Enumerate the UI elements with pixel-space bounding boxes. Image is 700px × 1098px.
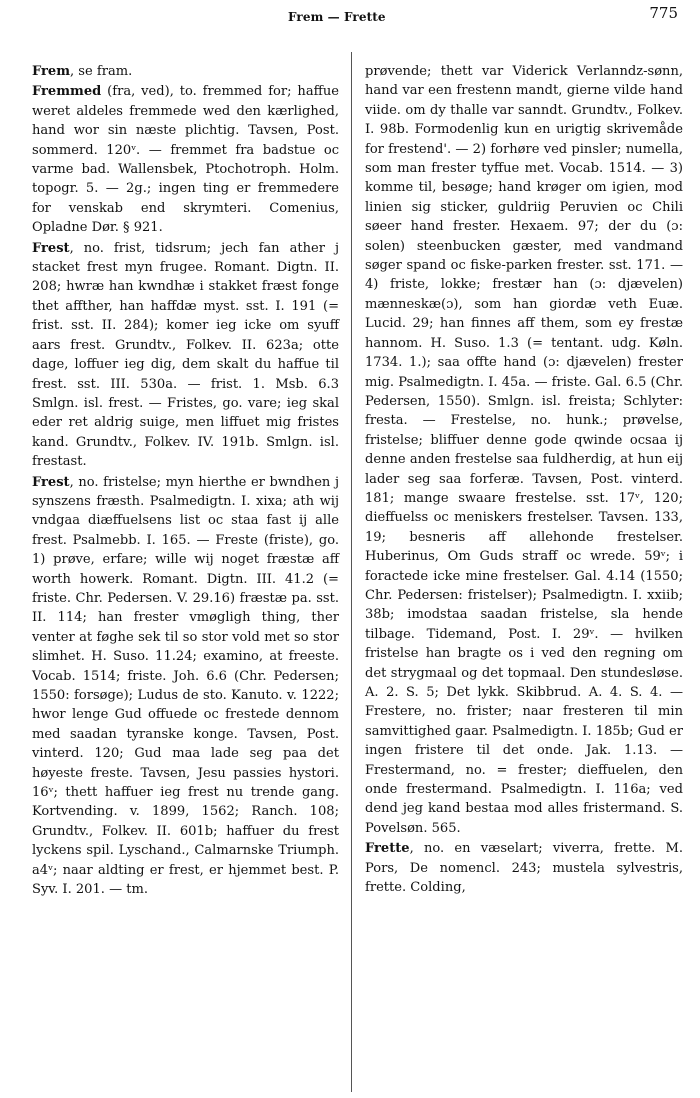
column-divider	[351, 52, 352, 1092]
entry-frem: Frem, se fram.	[32, 64, 133, 79]
right-column	[365, 62, 683, 897]
left-column	[32, 62, 339, 899]
page-number: 775	[649, 4, 678, 22]
headword: Frem	[32, 64, 71, 79]
entry-frest-fristelse: Frest, no. fristelse; myn hierthe er bwndhen j synszens fræsth. Psalmedigtn. I. xixa; ath wij vndgaa diæffuelsens list oc staa fast ij alle frest. Psalmebb. I. 165. — Freste (friste), go. 1) prøve, erfare; wille wij noget fræstæ aff worth howerk. Romant. Digtn. III. 41.2 (= friste. Chr. Pedersen. V. 29.16) fræstæ pa. sst. II. 114; han frester vmøgligh thing, ther venter at føghe sek til so stor vold met so stor slimhet. H. Suso. 11.24; examino, at freeste. Vocab. 1514; friste. Joh. 6.6 (Chr. Pedersen; 1550: forsøge); Ludus de sto. Kanuto. v. 1222; hwor lenge Gud offuede oc frestede dennom med saadan tyranske konge. Tavsen, Post. vinterd. 120; Gud maa lade seg paa det høyeste freste. Tavsen, Jesu passies hystori. 16ᵛ; thett haffuer ieg frest nu trende gang. Kortvending. v. 1899, 1562; Ranch. 108; Grundtv., Folkev. II. 601b; haffuer du frest lyckens spil. Lyschand., Calmarnske Triumph. a4ᵛ; naar aldting er frest, er hjemmet best. P. Syv. I. 201. — tm.	[32, 474, 339, 898]
headword: Frette	[365, 841, 410, 857]
entry-frest-tidsrum: Frest, no. frist, tidsrum; jech fan ather j stacket frest myn frugee. Romant. Digtn. II. 208; hwræ han kwndhæ i stakket fræst fonge thet affther, han haffdæ myst. sst. I. 191 (= frist. sst. II. 284); komer ieg icke om syuff aars frest. Grundtv., Folkev. II. 623a; otte dage, loffuer ieg dig, dem skalt du haffue til frest. sst. III. 530a. — frist. 1. Msb. 6.3 Smlgn. isl. frest. — Fristes, go. vare; ieg skal eder ret aldrig suige, men liffuet mig fristes kand. Grundtv., Folkev. IV. 191b. Smlgn. isl. frestast.	[32, 240, 339, 470]
page-header	[0, 0, 700, 36]
entry-freste-continued: prøvende; thett var Viderick Verlanndz-sønn, hand var een frestenn mandt, gierne vilde hand viide. om dy thalle var sanndt. Grundtv., Folkev. I. 98b. Formodenlig kun en urigtig skrivemåde for frestend'. — 2) forhøre ved pinsler; numella, som man frester tyffue met. Vocab. 1514. — 3) komme til, besøge; hand krøger om igien, mod linien sig sticker, guldriig Peruvien oc Chili søeer hand frester. Hexaem. 97; der du (ɔ: solen) steenbucken gæster, med vandmand søger spand oc fiske-parken frester. sst. 171. — 4) friste, lokke; frestær han (ɔ: djævelen) mænneskæ(ɔ), som han giordæ veth Euæ. Lucid. 29; han finnes aff them, som ey frestæ hannom. H. Suso. 1.3 (= tentant. udg. Køln. 1734. 1.); saa offte hand (ɔ: djævelen) frester mig. Psalmedigtn. I. 45a. — friste. Gal. 6.5 (Chr. Pedersen, 1550). Smlgn. isl. freista; Schlyter: fresta. — Frestelse, no. hunk.; prøvelse, fristelse; bliffuer denne gode qwinde ocsaa ij denne anden frestelse saa fuldherdig, at hun eij lader seg saa forferæ. Tavsen, Post. vinterd. 181; mange swaare frestelse. sst. 17ᵛ, 120; dieffuelss oc meniskers frestelser. Tavsen. 133, 19; besneris aff allehonde frestelser. Huberinus, Om Guds straff oc wrede. 59ᵛ; i foractede icke mine frestelser. Gal. 4.14 (1550; Chr. Pedersen: fristelser); Psalmedigtn. I. xxiib; 38b; imodstaa saadan fristelse, sla hende tilbage. Tidemand, Post. I. 29ᵛ. — hvilken fristelse han bragte os i ved den regning om det strygmaal og det topmaal. Den stundesløse. A. 2. S. 5; Det lykk. Skibbrud. A. 4. S. 4. — Frestere, no. frister; naar fresteren til min samvittighed gaar. Psalmedigtn. I. 185b; Gud er ingen fristere til det onde. Jak. 1.13. — Frestermand, no. = frester; dieffuelen, den onde frestermand. Psalmedigtn. I. 116a; ved dend jeg kand bestaa mod alles fristermand. S. Povelsøn. 565.	[365, 64, 683, 836]
headword: Frest	[32, 240, 70, 256]
running-head: Frem — Frette	[288, 10, 386, 24]
entry-frette: Frette, no. en væselart; viverra, frette. M. Pors, De nomencl. 243; mustela sylvestris, frette. Colding,	[365, 841, 683, 896]
headword: Frest	[32, 474, 70, 490]
entry-fremmed: Fremmed (fra, ved), to. fremmed for; haffue weret aldeles fremmede wed den kærlighed, hand wor sin næste plichtig. Tavsen, Post. sommerd. 120ᵛ. — fremmet fra badstue oc varme bad. Wallensbek, Ptochotroph. Holm. topogr. 5. — 2g.; ingen ting er fremmedere for venskab end skrymteri. Comenius, Opladne Dør. § 921.	[32, 84, 339, 236]
headword: Fremmed	[32, 84, 102, 100]
